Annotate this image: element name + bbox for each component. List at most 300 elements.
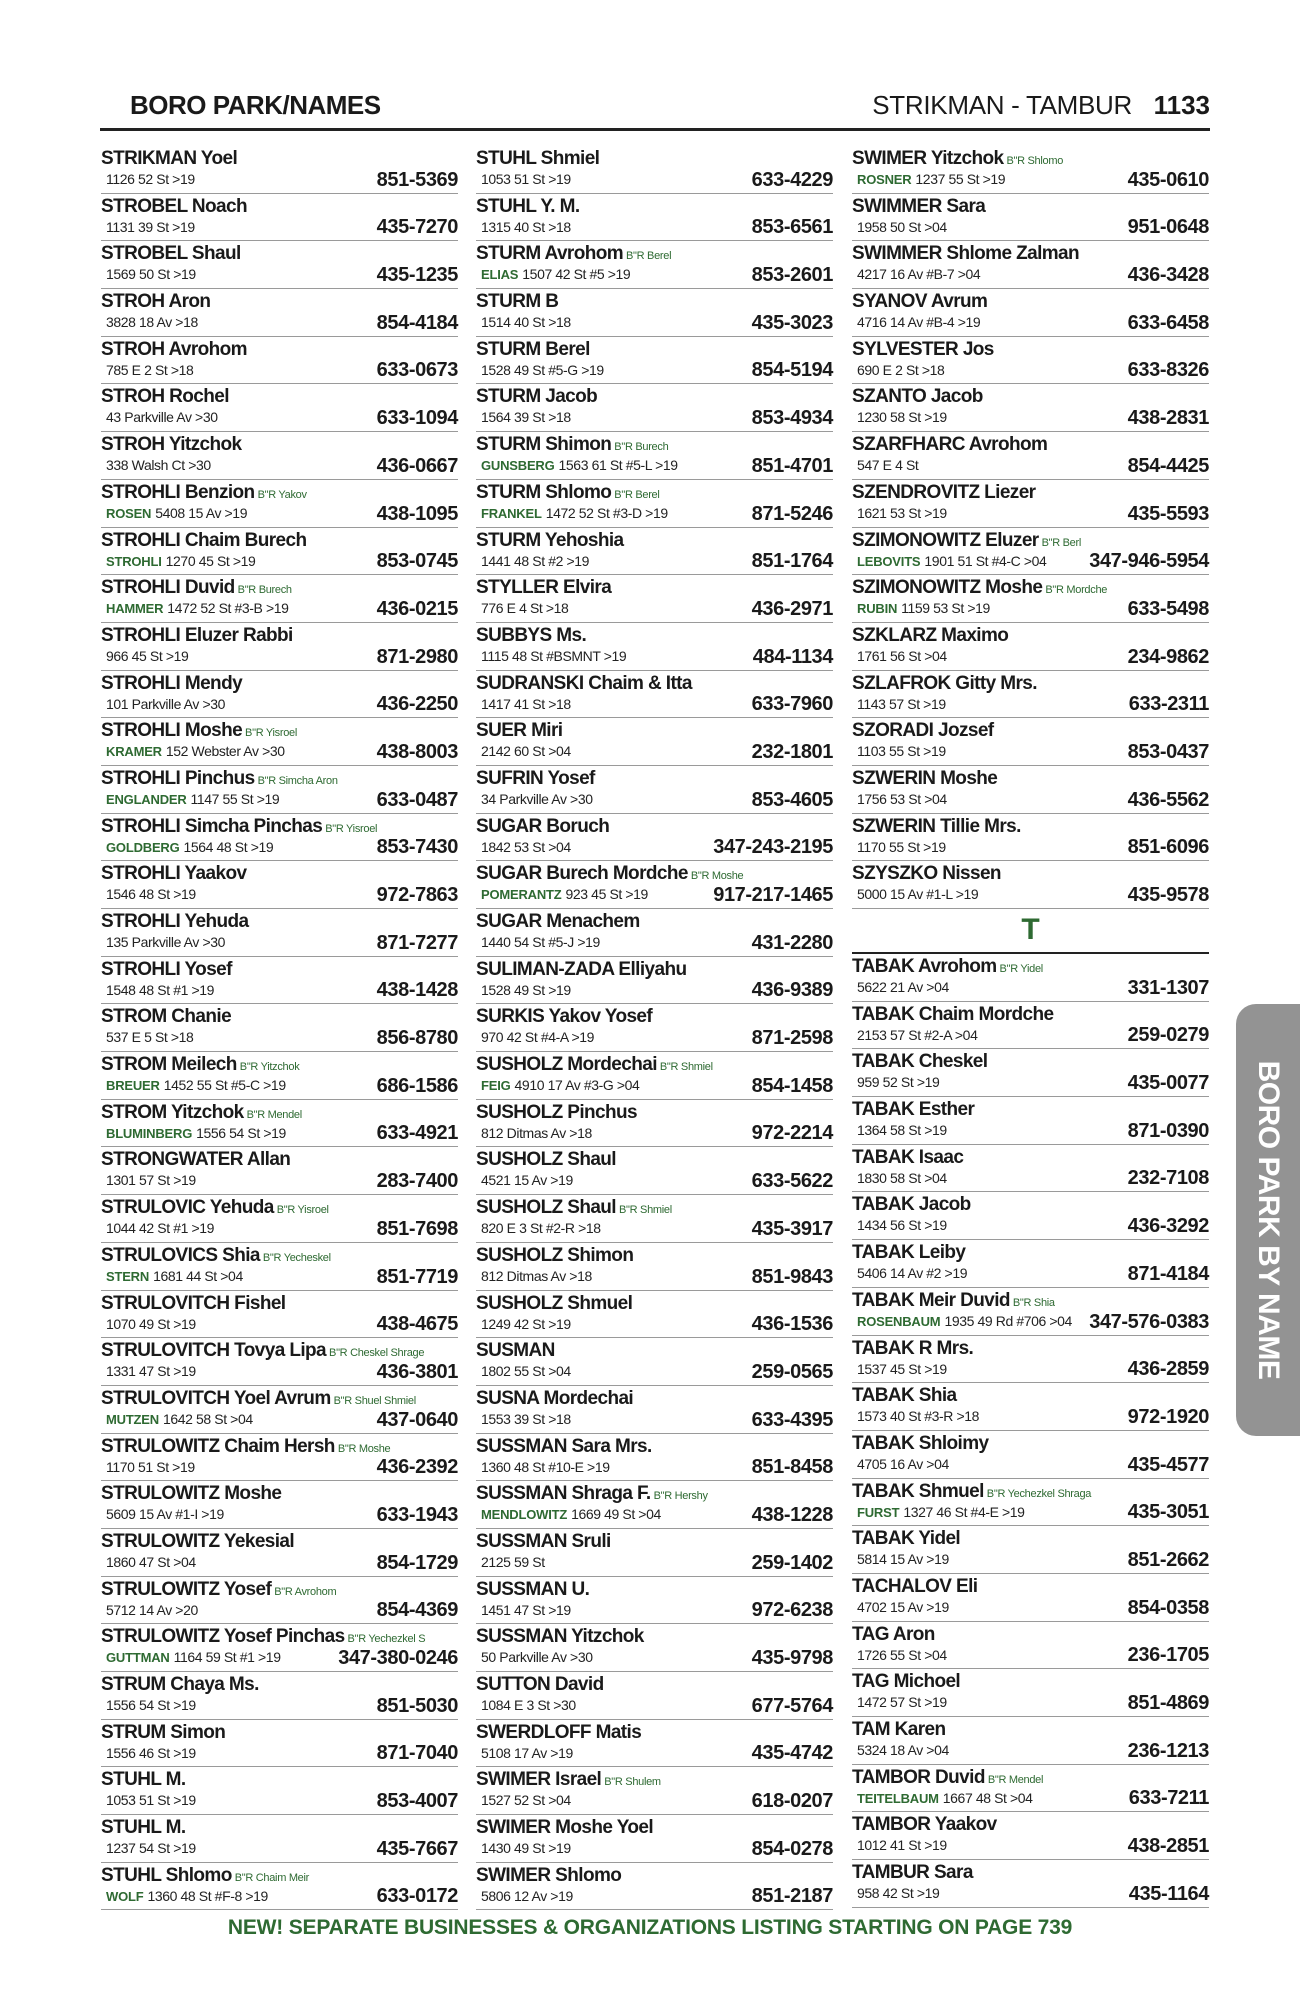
parent-name: B"R Mendel [246, 1108, 302, 1121]
listing-name [101, 1340, 424, 1364]
listing-name [852, 196, 985, 218]
listing-name [476, 1769, 661, 1793]
listing-entry[interactable] [101, 384, 458, 432]
listing-name [476, 1579, 589, 1601]
listing-entry[interactable] [101, 861, 458, 909]
listing-entry[interactable] [101, 1100, 458, 1148]
listing-name [852, 1385, 956, 1407]
listing-entry[interactable] [852, 1145, 1209, 1193]
listing-address: 152 Webster Av >30 [165, 743, 285, 760]
listing-name [476, 196, 580, 218]
listing-address-line [857, 742, 946, 760]
listing-entry[interactable] [476, 1434, 833, 1482]
listing-name-text: STROHLI Duvid [101, 577, 235, 599]
listing-name [852, 1194, 971, 1216]
listing-phone: 435-7667 [376, 1837, 458, 1860]
listing-address: 1472 52 St #3-B >19 [167, 600, 289, 617]
listing-entry[interactable] [101, 814, 458, 862]
listing-entry[interactable] [476, 241, 833, 289]
listing-entry[interactable] [101, 957, 458, 1005]
parent-name: B"R Moshe [337, 1442, 391, 1455]
listing-entry[interactable] [101, 337, 458, 385]
listing-entry[interactable] [476, 1243, 833, 1291]
listing-name [852, 1433, 988, 1455]
parent-name: B"R Burech [614, 441, 669, 454]
listing-entry[interactable] [852, 384, 1209, 432]
listing-address-line [857, 1836, 947, 1854]
listing-entry[interactable] [101, 1672, 458, 1720]
maiden-name: STROHLI [106, 553, 162, 569]
listing-name-text: STURM Shimon [476, 434, 612, 456]
parent-name: B"R Yitzchok [239, 1061, 300, 1074]
listing-phone: 851-6096 [1127, 836, 1209, 859]
listing-name-text: STROH Yitzchok [101, 434, 242, 456]
listing-phone: 435-3051 [1127, 1501, 1209, 1524]
listing-phone: 437-0640 [376, 1408, 458, 1431]
listing-entry[interactable] [101, 1243, 458, 1291]
listing-name [852, 720, 994, 742]
listing-address-line [857, 1550, 949, 1568]
listing-address-line [481, 742, 571, 760]
listing-entry[interactable] [476, 1100, 833, 1148]
listing-entry[interactable] [852, 1574, 1209, 1622]
listing-name-text: SUSHOLZ Shaul [476, 1149, 616, 1171]
listing-entry[interactable] [101, 480, 458, 528]
listing-entry[interactable] [476, 1815, 833, 1863]
listing-name [852, 1624, 935, 1646]
listing-name-text: TABAK R Mrs. [852, 1337, 974, 1359]
listing-name-text: STRUM Chaya Ms. [101, 1674, 259, 1695]
listing-entry[interactable] [476, 1624, 833, 1672]
listing-entry[interactable] [852, 1669, 1209, 1717]
listing-entry[interactable] [852, 146, 1209, 194]
listing-entry[interactable] [852, 480, 1209, 528]
listing-address-line [481, 361, 604, 379]
listing-entry[interactable] [852, 861, 1209, 909]
listing-entry[interactable] [101, 1291, 458, 1339]
maiden-name: STERN [106, 1268, 150, 1284]
listing-address-line [481, 1362, 571, 1380]
listing-entry[interactable] [476, 718, 833, 766]
listing-name-text: SUER Miri [476, 720, 563, 742]
listing-name-text: STROM Meilech [101, 1054, 237, 1076]
listing-entry[interactable] [101, 528, 458, 576]
listing-name [476, 1197, 672, 1221]
listing-name [476, 1436, 652, 1458]
listing-address-line [106, 1791, 196, 1809]
listing-name-text: SUSHOLZ Shaul [476, 1197, 616, 1219]
listing-entry[interactable] [476, 623, 833, 671]
section-title: BORO PARK/NAMES [130, 90, 381, 120]
listing-entry[interactable] [852, 1622, 1209, 1670]
listing-entry[interactable] [476, 1386, 833, 1434]
listing-entry[interactable] [101, 1720, 458, 1768]
name-range: STRIKMAN - TAMBUR [872, 90, 1132, 120]
listing-entry[interactable] [852, 766, 1209, 814]
listing-phone: 633-4229 [751, 168, 833, 191]
listing-phone: 633-7211 [1128, 1787, 1209, 1810]
listing-entry[interactable] [476, 1863, 833, 1911]
listing-name [476, 1006, 652, 1028]
listing-address-line [857, 552, 1046, 571]
listing-name-text: SZKLARZ Maximo [852, 624, 1009, 646]
listing-entry[interactable] [852, 1717, 1209, 1765]
listing-address-line [106, 742, 285, 761]
listing-address-line [481, 1648, 593, 1666]
listing-entry[interactable] [852, 1240, 1209, 1288]
listing-entry[interactable] [101, 1577, 458, 1625]
listing-entry[interactable] [476, 1052, 833, 1100]
listing-name-text: SWIMER Yitzchok [852, 148, 1004, 169]
parent-name: B"R Shlomo [1006, 155, 1064, 167]
listing-entry[interactable] [101, 1863, 458, 1911]
listing-entry[interactable] [852, 432, 1209, 480]
listing-name-text: TABAK Shmuel [852, 1480, 984, 1502]
listing-phone: 854-0278 [751, 1837, 833, 1860]
listing-phone: 435-0610 [1127, 168, 1209, 191]
listing-address: 5806 12 Av >19 [481, 1887, 573, 1904]
listing-address-line [106, 265, 196, 283]
listing-entry[interactable] [476, 1195, 833, 1243]
listing-entry[interactable] [476, 1004, 833, 1052]
parent-name: B"R Shuel Shmiel [333, 1394, 416, 1407]
listing-address: 1556 46 St >19 [106, 1744, 196, 1761]
listing-name-text: STROHLI Pinchus [101, 767, 255, 789]
parent-name: B"R Burech [237, 584, 292, 597]
listing-name-text: STROHLI Mendy [101, 672, 243, 694]
listing-name-text: SUSSMAN Sruli [476, 1530, 611, 1552]
listing-entry[interactable] [476, 671, 833, 719]
listing-name-text: SUGAR Boruch [476, 815, 610, 837]
listing-phone: 438-8003 [376, 740, 458, 763]
parent-name: B"R Shia [1012, 1296, 1055, 1309]
listing-address-line [857, 978, 949, 996]
listing-address: 1441 48 St #2 >19 [481, 552, 590, 569]
listing-address: 1681 44 St >04 [153, 1267, 243, 1284]
listing-name-text: TAMBUR Sara [852, 1862, 973, 1884]
listing-name [101, 911, 249, 933]
listing-entry[interactable] [101, 766, 458, 814]
listing-name-text: STRULOWITZ Moshe [101, 1483, 282, 1505]
listing-entry[interactable] [101, 1529, 458, 1577]
listing-entry[interactable] [852, 194, 1209, 242]
listing-name-text: SWIMER Moshe Yoel [476, 1817, 654, 1839]
listing-phone: 853-2601 [751, 264, 833, 287]
listing-entry[interactable] [852, 1383, 1209, 1431]
parent-name: B"R Mendel [987, 1773, 1044, 1786]
listing-name-text: SUSHOLZ Mordechai [476, 1054, 657, 1076]
listing-phone: 436-9389 [751, 979, 833, 1002]
listing-address-line [481, 1744, 573, 1762]
listing-entry[interactable] [476, 1577, 833, 1625]
listing-phone: 851-1764 [751, 550, 833, 573]
listing-phone: 435-0077 [1127, 1072, 1209, 1095]
listing-name [852, 1051, 987, 1073]
listing-entry[interactable] [476, 337, 833, 385]
listing-entry[interactable] [101, 1338, 458, 1386]
listing-name-text: TABAK Chaim Mordche [852, 1003, 1054, 1025]
listing-name [852, 956, 1043, 980]
listing-name-text: TAG Michoel [852, 1671, 961, 1693]
listing-address-line [481, 456, 678, 475]
listing-entry[interactable] [852, 1812, 1209, 1860]
listing-name-text: STRULOVIC Yehuda [101, 1197, 274, 1219]
listing-address: 785 E 2 St >18 [106, 361, 194, 378]
listing-address-line [857, 1884, 939, 1902]
listing-address: 1958 50 St >04 [857, 218, 947, 235]
listing-address: 1573 40 St #3-R >18 [857, 1408, 979, 1425]
listing-entry[interactable] [476, 1672, 833, 1720]
listing-phone: 854-1729 [376, 1551, 458, 1574]
listing-address-line [106, 1887, 268, 1906]
listing-address: 776 E 4 St >18 [481, 600, 569, 617]
listing-entry[interactable] [852, 814, 1209, 862]
listing-entry[interactable] [476, 289, 833, 337]
listing-phone: 484-1134 [752, 645, 833, 668]
listing-phone: 633-1094 [376, 407, 458, 430]
listing-phone: 633-0487 [376, 788, 458, 811]
listing-entry[interactable] [852, 1192, 1209, 1240]
listing-phone: 851-7719 [376, 1265, 458, 1288]
listing-address-line [481, 1458, 610, 1476]
listing-phone: 633-5622 [751, 1170, 833, 1193]
listing-phone: 851-4869 [1127, 1692, 1209, 1714]
listing-name-text: SYANOV Avrum [852, 291, 988, 313]
listing-entry[interactable] [101, 718, 458, 766]
listing-address: 1147 55 St >19 [190, 790, 280, 807]
listing-address: 1084 E 3 St >30 [481, 1697, 576, 1713]
listing-entry[interactable] [101, 1052, 458, 1100]
listing-address-line [106, 170, 195, 188]
listing-address: 4702 15 Av >19 [857, 1598, 949, 1615]
listing-entry[interactable] [476, 766, 833, 814]
listing-entry[interactable] [476, 861, 833, 909]
maiden-name: GOLDBERG [106, 839, 180, 855]
listing-address-line [481, 695, 571, 713]
listing-name-text: SUSSMAN Sara Mrs. [476, 1435, 652, 1457]
listing-name [476, 243, 671, 267]
listing-entry[interactable] [101, 1624, 458, 1672]
listing-phone: 435-4577 [1127, 1453, 1209, 1476]
section-side-tab[interactable] [1236, 1004, 1300, 1436]
listing-entry[interactable] [101, 623, 458, 671]
listing-address-line [857, 1455, 949, 1473]
listing-phone: 435-7270 [376, 216, 458, 239]
listing-address-line [106, 599, 289, 618]
listing-name [852, 1671, 960, 1693]
listing-entry[interactable] [852, 289, 1209, 337]
listing-entry[interactable] [852, 528, 1209, 576]
listing-phone: 633-4921 [376, 1122, 458, 1145]
listing-entry[interactable] [852, 1336, 1209, 1384]
listing-entry[interactable] [476, 480, 833, 528]
listing-address-line [106, 1315, 196, 1333]
listing-entry[interactable] [852, 575, 1209, 623]
listing-entry[interactable] [852, 337, 1209, 385]
listing-phone: 236-1705 [1127, 1644, 1209, 1667]
listing-entry[interactable] [101, 671, 458, 719]
parent-name: B"R Shmiel [619, 1204, 672, 1217]
listing-address: 958 42 St >19 [857, 1885, 940, 1902]
listing-address: 1528 49 St #5-G >19 [481, 361, 604, 378]
listing-address-line [106, 1028, 193, 1046]
listing-address: 1430 49 St >19 [481, 1840, 571, 1857]
parent-name: B"R Yisroel [276, 1204, 329, 1217]
listing-address-line [857, 265, 980, 283]
listing-address-line [857, 695, 946, 713]
listing-address: 5622 21 Av >04 [857, 979, 949, 995]
listing-address: 966 45 St >19 [106, 647, 189, 664]
listing-name [476, 1340, 555, 1362]
listing-phone: 436-1536 [751, 1313, 833, 1336]
listing-address: 5609 15 Av #1-I >19 [106, 1506, 224, 1523]
side-tab-label: BORO PARK BY NAME [1252, 1060, 1285, 1380]
listing-entry[interactable] [852, 1288, 1209, 1336]
listing-address: 5406 14 Av #2 >19 [857, 1265, 968, 1282]
parent-name: B"R Moshe [690, 870, 744, 883]
listing-name [852, 482, 1035, 504]
listing-entry[interactable] [101, 1434, 458, 1482]
listing-phone: 951-0648 [1127, 216, 1209, 239]
listing-name [852, 386, 983, 408]
listing-phone: 331-1307 [1127, 976, 1209, 999]
listing-name-text: STUHL M. [101, 1817, 186, 1839]
listing-name-text: STURM Berel [476, 338, 590, 360]
listing-entry[interactable] [852, 1097, 1209, 1145]
listing-entry[interactable] [101, 575, 458, 623]
listing-entry[interactable] [101, 146, 458, 194]
listing-phone: 856-8780 [376, 1027, 458, 1050]
listing-phone: 435-4742 [751, 1742, 833, 1765]
listing-entry[interactable] [101, 289, 458, 337]
parent-name: B"R Chaim Meir [234, 1871, 310, 1884]
listing-address: 1553 39 St >18 [481, 1410, 571, 1427]
listing-address-line [857, 838, 946, 856]
listing-address: 2142 60 St >04 [481, 743, 571, 760]
listing-name-text: STUHL Shlomo [101, 1864, 232, 1886]
listing-name [476, 1102, 637, 1124]
listing-entry[interactable] [101, 1386, 458, 1434]
listing-name [101, 291, 210, 313]
listing-name-text: TABAK Esther [852, 1099, 975, 1121]
listing-entry[interactable] [852, 1526, 1209, 1574]
listing-address: 135 Parkville Av >30 [106, 934, 225, 950]
listing-address: 1164 59 St #1 >19 [173, 1649, 281, 1666]
listing-entry[interactable] [476, 814, 833, 862]
listing-entry[interactable] [476, 1291, 833, 1339]
listing-address: 1417 41 St >18 [481, 695, 571, 712]
listing-name-text: SUGAR Menachem [476, 911, 640, 932]
listing-address-line [481, 1219, 601, 1237]
listing-name-text: STRULOWITZ Yosef Pinchas [101, 1626, 345, 1648]
listing-entry[interactable] [476, 1481, 833, 1529]
listing-entry[interactable] [852, 954, 1209, 1002]
listing-name [852, 1814, 997, 1836]
listing-name-text: TAM Karen [852, 1719, 946, 1740]
listing-name-text: TACHALOV Eli [852, 1575, 978, 1597]
listing-entry[interactable] [101, 909, 458, 957]
listing-address-line [857, 1121, 947, 1139]
listing-address-line [857, 1073, 939, 1091]
listing-phone: 234-9862 [1127, 645, 1209, 668]
listing-name-text: SUFRIN Yosef [476, 767, 595, 789]
listing-entry[interactable] [476, 1720, 833, 1768]
listing-entry[interactable] [852, 1479, 1209, 1527]
listing-phone: 618-0207 [751, 1790, 833, 1813]
listing-phone: 851-5369 [376, 168, 458, 191]
listing-address-line [106, 1267, 243, 1286]
listing-name [101, 577, 292, 601]
listing-phone: 853-6561 [751, 216, 833, 239]
listing-phone: 851-5030 [376, 1694, 458, 1717]
listing-address-line [857, 1503, 1025, 1522]
listing-address-line [106, 885, 196, 903]
listing-address: 812 Ditmas Av >18 [481, 1124, 592, 1141]
listing-entry[interactable] [852, 1860, 1209, 1908]
listing-name [476, 1388, 633, 1410]
listing-entry[interactable] [852, 1765, 1209, 1813]
listing-entry[interactable] [101, 1004, 458, 1052]
listing-phone: 871-5246 [751, 502, 833, 525]
listing-address: 1761 56 St >04 [857, 647, 947, 664]
listing-entry[interactable] [101, 1767, 458, 1815]
listing-name [852, 816, 1021, 838]
listing-entry[interactable] [101, 241, 458, 289]
listing-entry[interactable] [476, 909, 833, 957]
listing-entry[interactable] [101, 1147, 458, 1195]
listing-entry[interactable] [101, 194, 458, 242]
listing-entry[interactable] [852, 1049, 1209, 1097]
listing-phone: 232-7108 [1127, 1167, 1209, 1190]
listing-entry[interactable] [476, 1529, 833, 1577]
listing-address-line [106, 552, 255, 571]
listing-entry[interactable] [101, 1481, 458, 1529]
listing-entry[interactable] [476, 957, 833, 1005]
column-2 [476, 146, 833, 1910]
listing-entry[interactable] [852, 718, 1209, 766]
listing-entry[interactable] [476, 194, 833, 242]
listing-name [476, 339, 590, 361]
listing-entry[interactable] [852, 671, 1209, 719]
listing-entry[interactable] [476, 384, 833, 432]
listing-entry[interactable] [852, 1002, 1209, 1050]
listing-phone: 853-0437 [1127, 740, 1209, 763]
maiden-name: FRANKEL [481, 505, 542, 521]
maiden-name: MENDLOWITZ [481, 1507, 568, 1523]
listing-entry[interactable] [476, 432, 833, 480]
listing-entry[interactable] [476, 1147, 833, 1195]
listing-entry[interactable] [476, 575, 833, 623]
listing-name-text: SUSSMAN Shraga F. [476, 1483, 651, 1505]
listing-entry[interactable] [476, 146, 833, 194]
listing-entry[interactable] [476, 528, 833, 576]
listing-name [852, 1719, 945, 1741]
listing-phone: 871-0390 [1127, 1119, 1209, 1142]
listing-name [101, 1388, 416, 1412]
listing-entry[interactable] [476, 1767, 833, 1815]
listing-entry[interactable] [852, 241, 1209, 289]
listing-address: 5712 14 Av >20 [106, 1601, 198, 1618]
listing-entry[interactable] [101, 1815, 458, 1863]
listing-entry[interactable] [852, 623, 1209, 671]
listing-entry[interactable] [101, 432, 458, 480]
listing-address-line [481, 838, 571, 856]
listing-entry[interactable] [476, 1338, 833, 1386]
listing-entry[interactable] [852, 1431, 1209, 1479]
listing-entry[interactable] [101, 1195, 458, 1243]
listing-address: 4716 14 Av #B-4 >19 [857, 314, 981, 331]
listing-address: 1360 48 St #10-E >19 [481, 1458, 610, 1475]
